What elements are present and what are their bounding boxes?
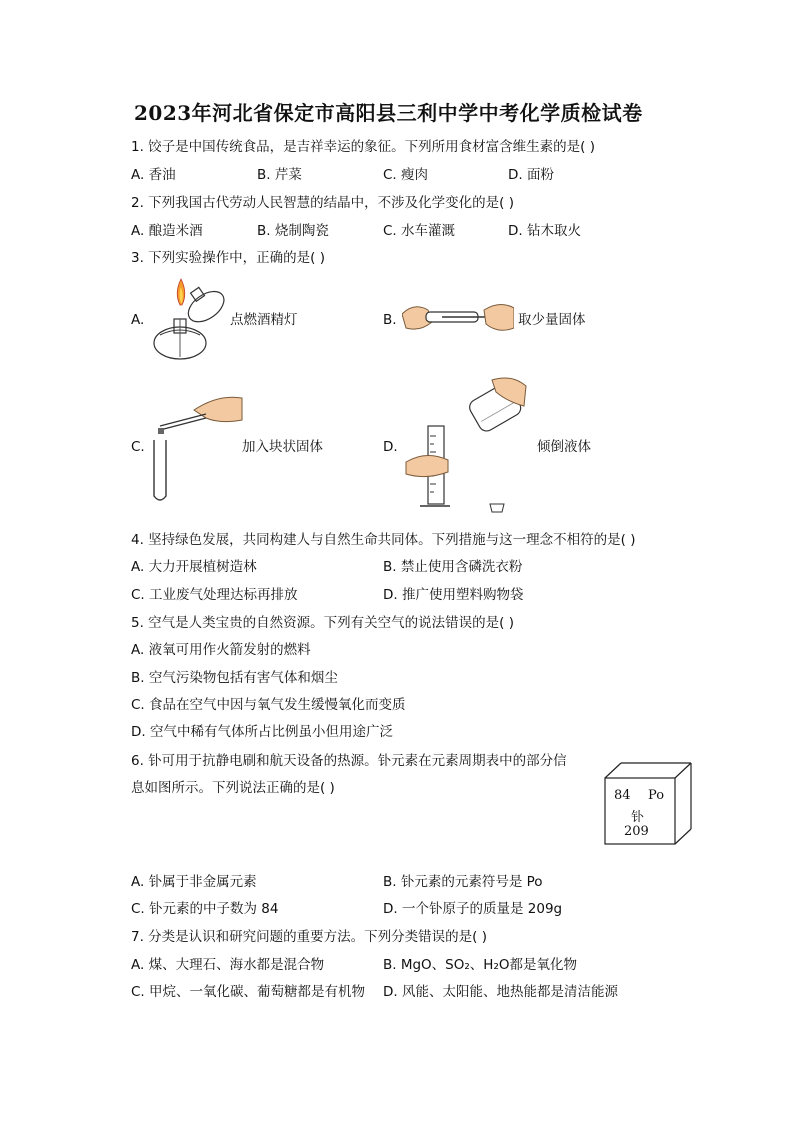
question-6-stem-line2: 息如图所示。下列说法正确的是( ) — [131, 780, 335, 796]
q7-option-c: C. 甲烷、一氧化碳、葡萄糖都是有机物 — [131, 984, 366, 1000]
question-7-stem: 7. 分类是认识和研究问题的重要方法。下列分类错误的是( ) — [131, 929, 487, 945]
q4-option-b: B. 禁止使用含磷洗衣粉 — [383, 559, 523, 575]
q5-option-d: D. 空气中稀有气体所占比例虽小但用途广泛 — [131, 724, 393, 740]
question-6-stem-line1: 6. 钋可用于抗静电刷和航天设备的热源。钋元素在元素周期表中的部分信 — [131, 753, 567, 769]
q3-option-c-letter: C. — [131, 439, 145, 455]
question-5-stem: 5. 空气是人类宝贵的自然资源。下列有关空气的说法错误的是( ) — [131, 615, 514, 631]
question-1-stem: 1. 饺子是中国传统食品，是吉祥幸运的象征。下列所用食材富含维生素的是( ) — [131, 139, 595, 155]
q3-option-d-caption: 倾倒液体 — [537, 439, 591, 455]
element-symbol: Po — [648, 788, 665, 803]
q6-option-c: C. 钋元素的中子数为 84 — [131, 901, 279, 917]
spatula-tube-illustration — [402, 298, 514, 338]
q6-option-b: B. 钋元素的元素符号是 Po — [383, 874, 543, 890]
alcohol-lamp-illustration — [150, 275, 230, 365]
q7-option-d: D. 风能、太阳能、地热能都是清洁能源 — [383, 984, 618, 1000]
q4-option-a: A. 大力开展植树造林 — [131, 559, 257, 575]
q5-option-c: C. 食品在空气中因与氧气发生缓慢氧化而变质 — [131, 697, 406, 713]
pouring-liquid-illustration — [400, 376, 540, 516]
page-title: 2023年河北省保定市高阳县三利中学中考化学质检试卷 — [134, 101, 643, 125]
q3-option-a-caption: 点燃酒精灯 — [230, 312, 298, 328]
q7-option-b: B. MgO、SO₂、H₂O都是氧化物 — [383, 957, 577, 973]
q4-option-c: C. 工业废气处理达标再排放 — [131, 587, 298, 603]
question-3-stem: 3. 下列实验操作中，正确的是( ) — [131, 250, 325, 266]
q3-option-b-letter: B. — [383, 312, 397, 328]
question-4-stem: 4. 坚持绿色发展，共同构建人与自然生命共同体。下列措施与这一理念不相符的是( ) — [131, 532, 636, 548]
element-atomic-mass: 209 — [624, 824, 649, 839]
element-card — [604, 762, 692, 846]
q3-option-b-caption: 取少量固体 — [518, 312, 586, 328]
q4-option-d: D. 推广使用塑料购物袋 — [383, 587, 524, 603]
element-name: 钋 — [631, 810, 645, 825]
q1-option-c: C. 瘦肉 — [383, 167, 429, 183]
q2-option-a: A. 酿造米酒 — [131, 223, 203, 239]
q3-option-d-letter: D. — [383, 439, 398, 455]
q6-option-a: A. 钋属于非金属元素 — [131, 874, 257, 890]
q3-option-c-caption: 加入块状固体 — [242, 439, 323, 455]
question-2-stem: 2. 下列我国古代劳动人民智慧的结晶中，不涉及化学变化的是( ) — [131, 195, 514, 211]
q7-option-a: A. 煤、大理石、海水都是混合物 — [131, 957, 325, 973]
q2-option-b: B. 烧制陶瓷 — [257, 223, 329, 239]
test-tube-tweezers-illustration — [148, 388, 244, 504]
q1-option-b: B. 芹菜 — [257, 167, 302, 183]
q2-option-c: C. 水车灌溉 — [383, 223, 456, 239]
q5-option-b: B. 空气污染物包括有害气体和烟尘 — [131, 670, 338, 686]
q1-option-d: D. 面粉 — [508, 167, 554, 183]
q1-option-a: A. 香油 — [131, 167, 176, 183]
q3-option-a-letter: A. — [131, 312, 145, 328]
q5-option-a: A. 液氧可用作火箭发射的燃料 — [131, 642, 311, 658]
element-atomic-number: 84 — [614, 788, 631, 803]
q6-option-d: D. 一个钋原子的质量是 209g — [383, 901, 563, 917]
q2-option-d: D. 钻木取火 — [508, 223, 581, 239]
